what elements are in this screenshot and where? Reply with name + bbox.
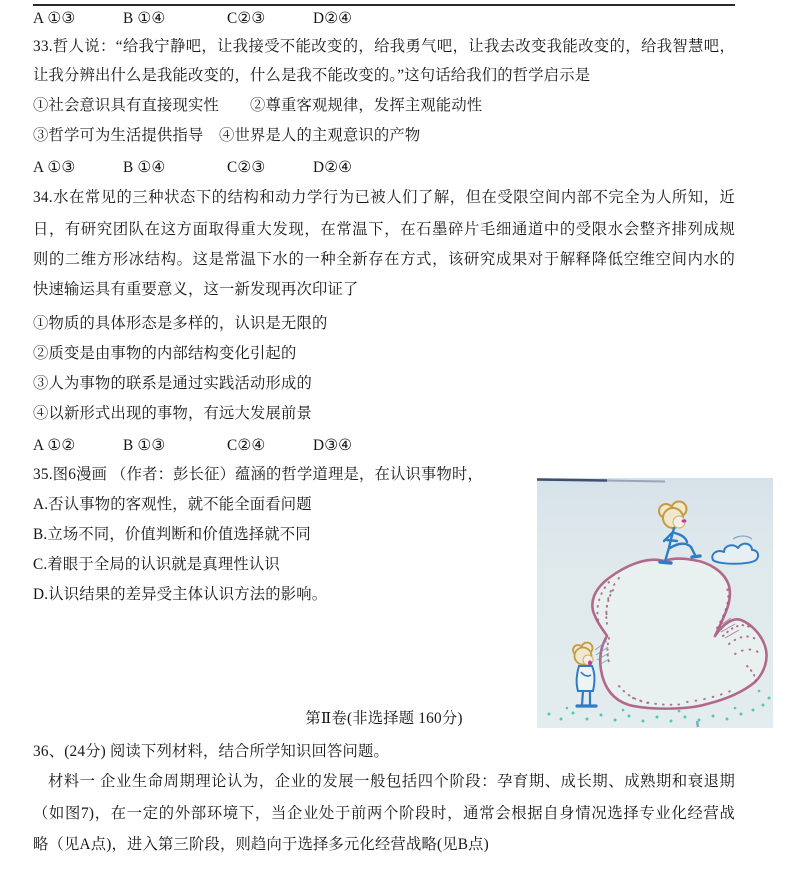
scan-edge: [537, 480, 607, 481]
top-figure: [659, 502, 700, 564]
answer-option: B ①④: [123, 10, 166, 27]
answer-option: A ①③: [33, 159, 76, 176]
q34-option-3: ③人为事物的联系是通过实践活动形成的: [33, 375, 312, 392]
answer-option: A ①②: [33, 437, 76, 454]
q36-material1-line1: 材料一 企业生命周期理论认为，企业的发展一般包括四个阶段：孕育期、成长期、成熟期和衰退期: [48, 773, 735, 790]
page-top-rule: [33, 4, 735, 6]
q35-option-c: C.着眼于全局的认识就是真理性认识: [33, 556, 280, 573]
answer-option: D②④: [313, 10, 353, 27]
figure6-cartoon: [537, 478, 773, 728]
answer-option: D②④: [313, 159, 353, 176]
q34-stem-line3: 则的二维方形冰结构。这是常温下水的一种全新存在方式，该研究成果对于解释降低空维空间内水的: [33, 251, 735, 268]
bottom-figure: [573, 643, 596, 707]
q33-stem-line1: 33.哲人说：“给我宁静吧，让我接受不能改变的，给我勇气吧，让我去改变我能改变的，给我智慧吧，: [33, 38, 735, 55]
answer-option: B ①④: [123, 159, 166, 176]
q35-option-a: A.否认事物的客观性，就不能全面看问题: [33, 496, 312, 513]
answer-row-q33: [33, 158, 735, 178]
q35-option-d: D.认识结果的差异受主体认识方法的影响。: [33, 586, 328, 603]
cloud-arc: [733, 536, 752, 539]
q36-intro: 36、(24分) 阅读下列材料，结合所学知识回答问题。: [33, 743, 389, 760]
q34-stem-line1: 34.水在常见的三种状态下的结构和动力学行为已被人们了解，但在受限空间内部不完全为人所知，近: [33, 189, 735, 206]
q33-options-3-4: ③哲学可为生活提供指导 ④世界是人的主观意识的产物: [33, 127, 421, 144]
q34-stem-line2: 日，有研究团队在这方面取得重大发现，在常温下，在石墨碎片毛细通道中的受限水会整齐排列成规: [33, 221, 735, 238]
q35-stem: 35.图6漫画 （作者：彭长征）蕴涵的哲学道理是，在认识事物时，: [33, 466, 484, 483]
q33-options-1-2: ①社会意识具有直接现实性 ②尊重客观规律，发挥主观能动性: [33, 97, 483, 114]
q34-option-1: ①物质的具体形态是多样的，认识是无限的: [33, 315, 328, 332]
q34-option-2: ②质变是由事物的内部结构变化引起的: [33, 345, 297, 362]
answer-option: B ①③: [123, 437, 166, 454]
q34-stem-line4: 快速输运具有重要意义，这一新发现再次印证了: [33, 281, 359, 298]
answer-option: C②③: [227, 10, 266, 27]
section2-title: 第Ⅱ卷(非选择题 160分): [305, 710, 463, 727]
q36-material1-line2: （如图7)，在一定的外部环境下，当企业处于前两个阶段时，通常会根据自身情况选择专业化经营战: [33, 805, 735, 822]
answer-row-q32: [33, 9, 735, 29]
q35-option-b: B.立场不同，价值判断和价值选择就不同: [33, 526, 311, 543]
answer-option: D③④: [313, 437, 353, 454]
answer-option: A ①③: [33, 10, 76, 27]
answer-option: C②④: [227, 437, 266, 454]
q34-option-4: ④以新形式出现的事物，有远大发展前景: [33, 405, 312, 422]
cloud: [712, 544, 758, 564]
answer-option: C②③: [227, 159, 266, 176]
q33-stem-line2: 让我分辨出什么是我能改变的，什么是我不能改变的。”这句话给我们的哲学启示是: [33, 67, 591, 84]
answer-row-q34: [33, 436, 735, 456]
q36-material1-line3: 略（见A点)，进入第三阶段，则趋向于选择多元化经营战略(见B点): [33, 836, 489, 853]
